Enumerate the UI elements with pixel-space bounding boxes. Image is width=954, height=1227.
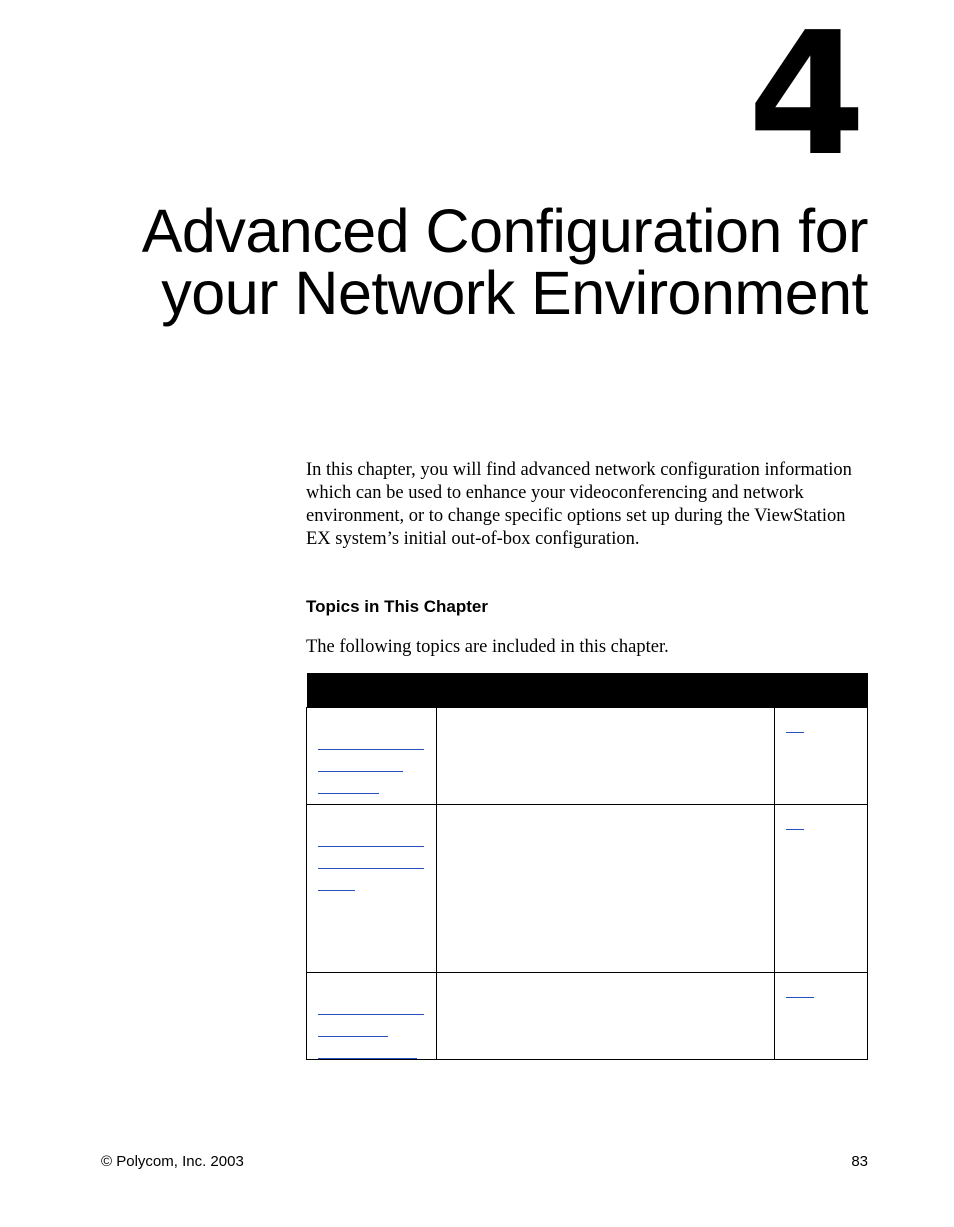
topic-link[interactable] (318, 750, 403, 772)
footer-copyright: © Polycom, Inc. 2003 (101, 1153, 244, 1170)
footer-page-number: 83 (851, 1153, 868, 1170)
page-link-cell[interactable] (774, 708, 867, 805)
chapter-title-line-2: your Network Environment (161, 259, 868, 327)
table-row (307, 973, 868, 1060)
topics-heading: Topics in This Chapter (306, 597, 488, 616)
header-cell-description (437, 673, 775, 708)
topic-link-cell[interactable] (307, 708, 437, 805)
page-link-cell[interactable] (774, 805, 867, 973)
chapter-number: 4 (747, 0, 866, 194)
intro-paragraph: In this chapter, you will find advanced network configuration information which can be used to enhance your videoconferencing and network environment, or to change specific options set up during the ViewStation EX system’s initial out-of-box configuration. (306, 460, 852, 549)
topic-description-cell (437, 708, 775, 805)
topic-link[interactable] (318, 869, 355, 891)
topics-lead: The following topics are included in this chapter. (306, 637, 669, 657)
topics-table (306, 673, 868, 1060)
topic-link-cell[interactable] (307, 805, 437, 973)
page-link[interactable] (786, 806, 804, 830)
header-cell-topic (307, 673, 437, 708)
topic-description-cell (437, 973, 775, 1060)
topic-link-cell[interactable] (307, 973, 437, 1060)
topic-link[interactable] (318, 728, 424, 750)
topic-link[interactable] (318, 1015, 388, 1037)
topic-link[interactable] (318, 847, 424, 869)
topic-description-cell (437, 805, 775, 973)
header-cell-page (774, 673, 867, 708)
page-link[interactable] (786, 974, 814, 998)
table-row (307, 805, 868, 973)
topic-link[interactable] (318, 993, 424, 1015)
topic-link[interactable] (318, 825, 424, 847)
chapter-title (108, 197, 868, 327)
topic-link[interactable] (318, 772, 379, 794)
topics-table-header (307, 673, 868, 708)
page-link-cell[interactable] (774, 973, 867, 1060)
topic-link[interactable] (318, 1037, 417, 1059)
table-row (307, 708, 868, 805)
chapter-title-line-1: Advanced Configuration for (141, 197, 868, 265)
page-link[interactable] (786, 709, 804, 733)
